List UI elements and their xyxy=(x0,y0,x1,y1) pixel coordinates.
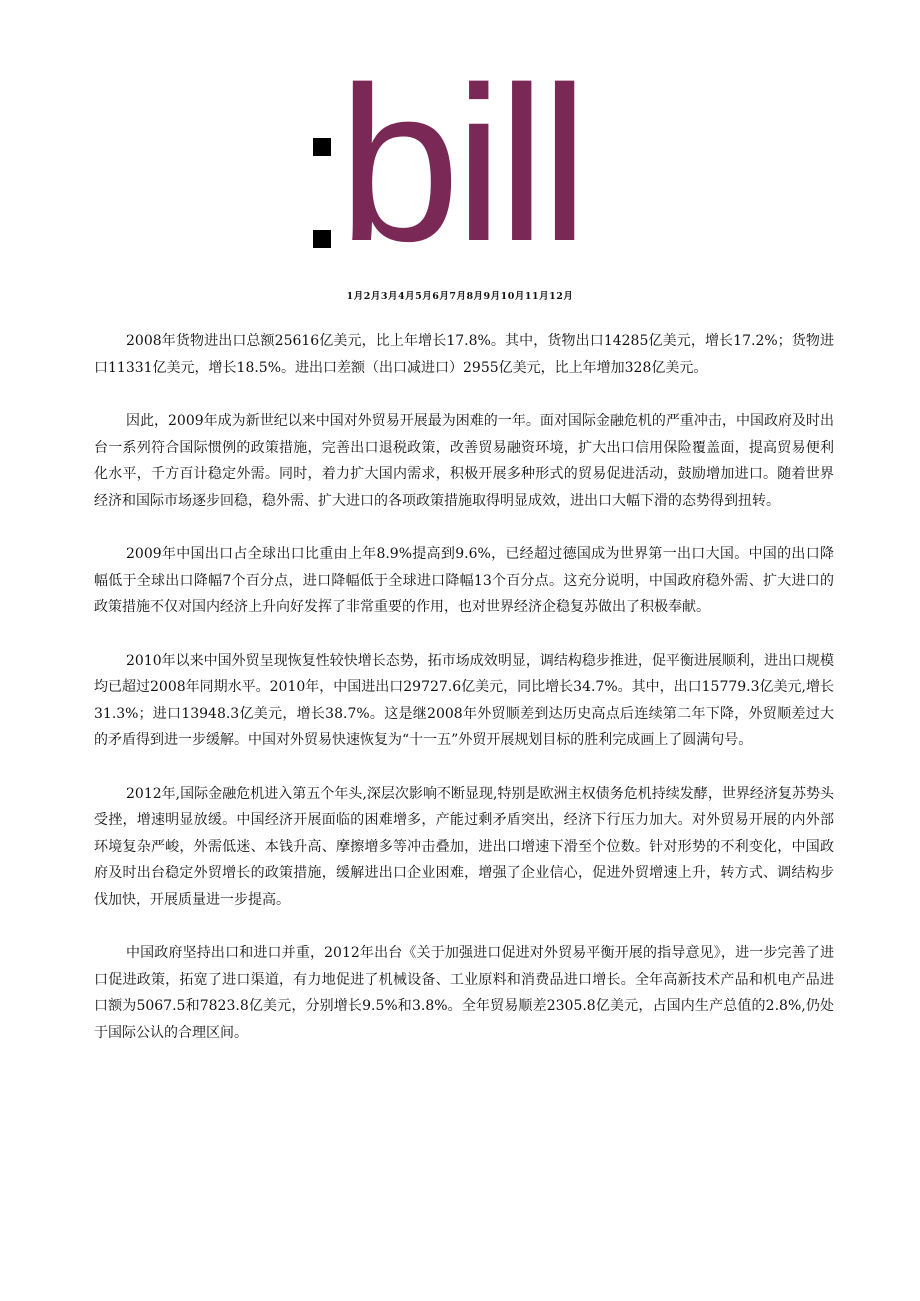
paragraph-2: 因此，2009年成为新世纪以来中国对外贸易开展最为困难的一年。面对国际金融危机的严重冲击，中国政府及时出台一系列符合国际惯例的政策措施，完善出口退税政策，改善贸易融资环境，扩大出口信用保险覆盖面，提高贸易便利化水平，千方百计稳定外需。同时，着力扩大国内需求，积极开展多种形式的贸易促进活动，鼓励增加进口。随着世界经济和国际市场逐步回稳，稳外需、扩大进口的各项政策措施取得明显成效，进出口大幅下滑的态势得到扭转。 xyxy=(94,413,834,509)
bill-logo xyxy=(0,41,920,287)
logo-colon-dot-bottom xyxy=(313,230,331,248)
paragraph-5: 2012年,国际金融危机进入第五个年头,深层次影响不断显现,特别是欧洲主权债务危机持续发酵，世界经济复苏势头受挫，增速明显放缓。中国经济开展面临的困难增多，产能过剩矛盾突出，经济下行压力加大。对外贸易开展的内外部环境复杂严峻，外需低迷、本钱升高、摩擦增多等冲击叠加，进出口增速下滑至个位数。针对形势的不利变化，中国政府及时出台稳定外贸增长的政策措施，缓解进出口企业困难，增强了企业信心，促进外贸增速上升，转方式、调结构步伐加快，开展质量进一步提高。 xyxy=(94,785,834,908)
paragraph-1: 2008年货物进出口总额25616亿美元，比上年增长17.8%。其中，货物出口14285亿美元，增长17.2%；货物进口11331亿美元，增长18.5%。进出口差额（出口减进口）2955亿美元，比上年增加328亿美元。 xyxy=(94,333,834,376)
logo-word: bill xyxy=(338,41,583,287)
paragraph-3: 2009年中国出口占全球出口比重由上年8.9%提高到9.6%，已经超过德国成为世界第一出口大国。中国的出口降幅低于全球出口降幅7个百分点，进口降幅低于全球进口降幅13个百分点。这充分说明，中国政府稳外需、扩大进口的政策措施不仅对国内经济上升向好发挥了非常重要的作用，也对世界经济企稳复苏做出了积极奉献。 xyxy=(94,546,834,615)
logo-colon-dot-top xyxy=(313,138,331,156)
paragraph-6: 中国政府坚持出口和进口并重，2012年出台《关于加强进口促进对外贸易平衡开展的指导意见》，进一步完善了进口促进政策，拓宽了进口渠道，有力地促进了机械设备、工业原料和消费品进口增长。全年高新技术产品和机电产品进口额为5067.5和7823.8亿美元，分别增长9.5%和3.8%。全年贸易顺差2305.8亿美元，占国内生产总值的2.8%,仍处于国际公认的合理区间。 xyxy=(94,945,834,1041)
months-line: 1月2月3月4月5月6月7月8月9月10月11月12月 xyxy=(346,291,574,302)
document-body xyxy=(94,328,834,1046)
paragraph-4: 2010年以来中国外贸呈现恢复性较快增长态势，拓市场成效明显，调结构稳步推进，促平衡进展顺利，进出口规模均已超过2008年同期水平。2010年，中国进出口29727.6亿美元，同比增长34.7%。其中，出口15779.3亿美元,增长31.3%；进口13948.3亿美元，增长38.7%。这是继2008年外贸顺差到达历史高点后连续第二年下降，外贸顺差过大的矛盾得到进一步缓解。中国对外贸易快速恢复为“十一五”外贸开展规划目标的胜利完成画上了圆满句号。 xyxy=(94,652,834,748)
